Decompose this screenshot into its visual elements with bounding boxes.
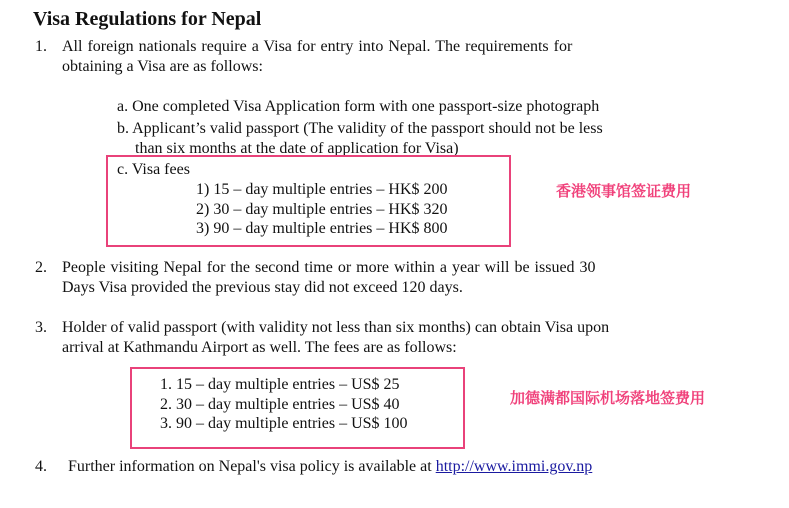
- item-2-line-1: People visiting Nepal for the second time or more within a year will be issued 30: [62, 259, 596, 276]
- airport-fee-90-day: 3. 90 – day multiple entries – US$ 100: [160, 415, 408, 432]
- item-1-line-2: obtaining a Visa are as follows:: [62, 58, 263, 75]
- airport-fee-30-day: 2. 30 – day multiple entries – US$ 40: [160, 396, 400, 413]
- requirement-b-line-1: b. Applicant’s valid passport (The validity of the passport should not be less: [117, 120, 603, 137]
- requirement-c-visa-fees: c. Visa fees: [117, 161, 190, 178]
- airport-fee-15-day: 1. 15 – day multiple entries – US$ 25: [160, 376, 400, 393]
- item-3-line-2: arrival at Kathmandu Airport as well. The fees are as follows:: [62, 339, 457, 356]
- item-2-number: 2.: [35, 259, 47, 276]
- hk-consulate-fee-annotation: 香港领事馆签证费用: [556, 182, 692, 200]
- hk-fee-90-day: 3) 90 – day multiple entries – HK$ 800: [196, 220, 448, 237]
- immigration-website-link[interactable]: http://www.immi.gov.np: [435, 458, 593, 475]
- item-4-number: 4.: [35, 458, 47, 475]
- item-2-line-2: Days Visa provided the previous stay did not exceed 120 days.: [62, 279, 463, 296]
- document-title: Visa Regulations for Nepal: [33, 8, 262, 30]
- item-4-text: [68, 457, 592, 477]
- requirement-b-line-2: than six months at the date of application for Visa): [135, 140, 459, 157]
- item-1-line-1: All foreign nationals require a Visa for entry into Nepal. The requirements for: [62, 38, 573, 55]
- item-3-number: 3.: [35, 319, 47, 336]
- hk-fee-30-day: 2) 30 – day multiple entries – HK$ 320: [196, 201, 448, 218]
- airport-landing-visa-fee-annotation: 加德满都国际机场落地签费用: [510, 389, 706, 407]
- requirement-a: a. One completed Visa Application form with one passport-size photograph: [117, 98, 600, 115]
- item-4-sentence: Further information on Nepal's visa policy is available at: [68, 458, 436, 475]
- item-1-number: 1.: [35, 38, 47, 55]
- hk-fee-15-day: 1) 15 – day multiple entries – HK$ 200: [196, 181, 448, 198]
- item-3-line-1: Holder of valid passport (with validity not less than six months) can obtain Visa upon: [62, 319, 610, 336]
